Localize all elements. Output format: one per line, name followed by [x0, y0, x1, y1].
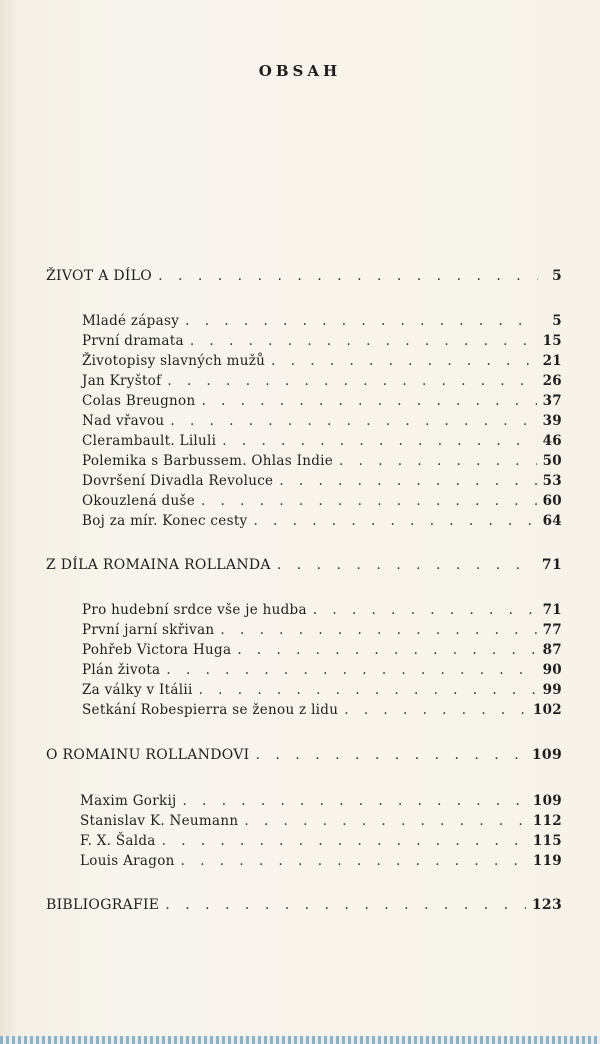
toc-item [82, 353, 562, 373]
dot-leader [165, 897, 526, 913]
dot-leader [222, 433, 536, 449]
toc-item [80, 833, 562, 853]
toc-item [82, 622, 562, 642]
toc-page-number: 71 [542, 602, 562, 618]
toc-item-label: Dovršení Divadla Revoluce [82, 473, 274, 489]
toc-item-label: F. X. Šalda [80, 833, 156, 849]
toc-item-label: Clerambault. Liluli [82, 433, 217, 449]
toc-item-label: Polemika s Barbussem. Ohlas Indie [82, 453, 334, 469]
toc-page-number: 21 [542, 353, 562, 369]
toc-item [82, 702, 562, 722]
toc-item-label: První jarní skřivan [82, 622, 215, 638]
toc-page-number: 87 [542, 642, 562, 658]
toc-item-label: Pohřeb Victora Huga [82, 642, 232, 658]
dot-leader [167, 373, 536, 389]
dot-leader [158, 268, 538, 284]
dot-leader [185, 313, 538, 329]
toc-section-z-dila [46, 557, 562, 577]
toc-item-label: Pro hudební srdce vše je hudba [82, 602, 307, 618]
page-bottom-edge [0, 1036, 600, 1044]
toc-page-number: 15 [542, 333, 562, 349]
dot-leader [313, 602, 537, 618]
toc-section-label: Z DÍLA ROMAINA ROLLANDA [46, 557, 271, 573]
dot-leader [170, 413, 536, 429]
toc-page-number: 64 [542, 513, 562, 529]
toc-item [82, 642, 562, 662]
toc-item [82, 333, 562, 353]
toc-item-label: Colas Breugnon [82, 393, 196, 409]
page-title: OBSAH [258, 62, 342, 80]
toc-page-number: 77 [542, 622, 562, 638]
dot-leader [183, 793, 527, 809]
toc-page-number: 99 [542, 682, 562, 698]
toc-page-number: 5 [552, 313, 562, 329]
toc-page-number: 109 [532, 793, 562, 809]
dot-leader [190, 333, 537, 349]
toc-item [82, 373, 562, 393]
toc-item [82, 513, 562, 533]
toc-section-label: O ROMAINU ROLLANDOVI [46, 747, 250, 763]
toc-page-number: 53 [542, 473, 562, 489]
toc-page-number: 102 [532, 702, 562, 718]
toc-section-zivot-a-dilo [46, 268, 562, 288]
toc-item [82, 393, 562, 413]
toc-item-label: Za války v Itálii [82, 682, 193, 698]
dot-leader [201, 393, 536, 409]
toc-item [80, 813, 562, 833]
toc-item-label: Okouzlená duše [82, 493, 195, 509]
toc-page-number: 119 [532, 853, 562, 869]
toc-page-number: 37 [542, 393, 562, 409]
toc-item [82, 493, 562, 513]
toc-section-bibliografie [46, 897, 562, 917]
toc-item [82, 453, 562, 473]
toc-page-number: 60 [542, 493, 562, 509]
dot-leader [271, 353, 537, 369]
toc-item [82, 682, 562, 702]
toc-page-number: 71 [541, 557, 562, 573]
dot-leader [344, 702, 527, 718]
dot-leader [162, 833, 527, 849]
toc-item-label: Louis Aragon [80, 853, 175, 869]
toc-item-label: Jan Kryštof [82, 373, 162, 389]
dot-leader [244, 813, 527, 829]
dot-leader [181, 853, 527, 869]
dot-leader [279, 473, 536, 489]
toc-page-number: 50 [542, 453, 562, 469]
toc-section-label: BIBLIOGRAFIE [46, 897, 160, 913]
toc-page-number: 46 [542, 433, 562, 449]
toc-item [82, 413, 562, 433]
toc-item [82, 602, 562, 622]
toc-page-number: 26 [542, 373, 562, 389]
toc-item-label: Boj za mír. Konec cesty [82, 513, 248, 529]
toc-item [82, 313, 562, 333]
toc-item-label: Životopisy slavných mužů [82, 353, 266, 369]
dot-leader [339, 453, 537, 469]
toc-page-number: 115 [532, 833, 562, 849]
toc-page-number: 112 [532, 813, 562, 829]
dot-leader [277, 557, 536, 573]
toc-item-label: Stanislav K. Neumann [80, 813, 239, 829]
toc-item [80, 853, 562, 873]
dot-leader [237, 642, 536, 658]
toc-section-o-romainu [46, 747, 562, 767]
dot-leader [253, 513, 536, 529]
dot-leader [256, 747, 526, 763]
toc-item-label: Setkání Robespierra se ženou z lidu [82, 702, 339, 718]
toc-item-label: Plán života [82, 662, 161, 678]
toc-item [80, 793, 562, 813]
toc-item-label: První dramata [82, 333, 184, 349]
dot-leader [220, 622, 536, 638]
toc-item-label: Nad vřavou [82, 413, 165, 429]
toc-item [82, 473, 562, 493]
toc-section-label: ŽIVOT A DÍLO [46, 268, 153, 284]
dot-leader [199, 682, 537, 698]
toc-page-number: 5 [551, 268, 562, 284]
toc-page-number: 39 [542, 413, 562, 429]
toc-item [82, 433, 562, 453]
toc-page-number: 90 [542, 662, 562, 678]
toc-page-number: 123 [531, 897, 562, 913]
toc-item-label: Maxim Gorkij [80, 793, 177, 809]
toc-page-number: 109 [531, 747, 562, 763]
toc-item-label: Mladé zápasy [82, 313, 180, 329]
dot-leader [166, 662, 536, 678]
dot-leader [201, 493, 537, 509]
toc-item [82, 662, 562, 682]
